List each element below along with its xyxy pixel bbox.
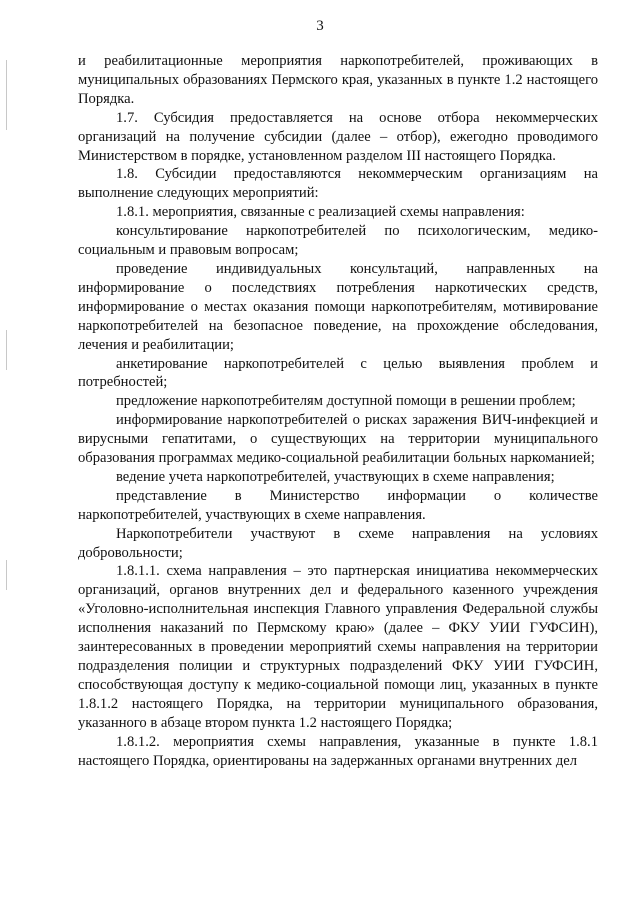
scan-edge-mark bbox=[6, 60, 7, 130]
list-item-hiv-informing: информирование наркопотребителей о рисках заражения ВИЧ-инфекцией и вирусными гепатитами, о существующих на территории муниципального образования программах медико-социальной реабилитации больных наркоманией; bbox=[78, 412, 598, 467]
list-item-reporting: представление в Министерство информации о количестве наркопотребителей, участвующих в схеме направления. bbox=[78, 487, 598, 523]
page-number: 3 bbox=[316, 18, 324, 34]
list-item-consulting: консультирование наркопотребителей по психологическим, медико-социальным и правовым вопросам; bbox=[78, 223, 598, 259]
paragraph-1-8-1-1: 1.8.1.1. схема направления – это партнерская инициатива некоммерческих организаций, органов внутренних дел и федерального казенного учреждения «Уголовно-исполнительная инспекция Главного управления Федеральной службы исполнения наказаний по Пермскому краю» (далее – ФКУ УИИ ГУФСИН), заинтересованных в проведении мероприятий схемы направления на территории подразделения полиции и структурных подразделений ФКУ УИИ ГУФСИН, способствующая доступу к медико-социальной помощи лиц, указанных в пункте 1.8.1.2 настоящего Порядка, на территории муниципального образования, указанного в абзаце втором пункта 1.2 настоящего Порядка; bbox=[78, 563, 598, 731]
list-item-record-keeping: ведение учета наркопотребителей, участвующих в схеме направления; bbox=[116, 468, 555, 485]
scan-edge-mark bbox=[6, 330, 7, 370]
paragraph-voluntary: Наркопотребители участвуют в схеме направления на условиях добровольности; bbox=[78, 525, 598, 561]
paragraph-1-8-1-2: 1.8.1.2. мероприятия схемы направления, указанные в пункте 1.8.1 настоящего Порядка, ориентированы на задержанных органами внутренних дел bbox=[78, 733, 598, 769]
list-item-questionnaire: анкетирование наркопотребителей с целью выявления проблем и потребностей; bbox=[78, 355, 598, 391]
list-item-help-offer: предложение наркопотребителям доступной помощи в решении проблем; bbox=[116, 393, 576, 410]
document-body bbox=[78, 52, 598, 770]
list-item-individual-consultations: проведение индивидуальных консультаций, направленных на информирование о последствиях потребления наркотических средств, информирование о местах оказания помощи наркопотребителям, мотивирование наркопотребителей на безопасное поведение, на прохождение обследования, лечения и реабилитации; bbox=[78, 260, 598, 353]
scan-edge-mark bbox=[6, 560, 7, 590]
paragraph-1-7: 1.7. Субсидия предоставляется на основе отбора некоммерческих организаций на получение субсидии (далее – отбор), ежегодно проводимого Министерством в порядке, установленном разделом III настоящего Порядка. bbox=[78, 109, 598, 164]
paragraph-1-8-1: 1.8.1. мероприятия, связанные с реализацией схемы направления: bbox=[116, 204, 525, 221]
paragraph-continuation: и реабилитационные мероприятия наркопотребителей, проживающих в муниципальных образованиях Пермского края, указанных в пункте 1.2 настоящего Порядка. bbox=[78, 53, 598, 107]
paragraph-1-8: 1.8. Субсидии предоставляются некоммерческим организациям на выполнение следующих мероприятий: bbox=[78, 166, 598, 202]
